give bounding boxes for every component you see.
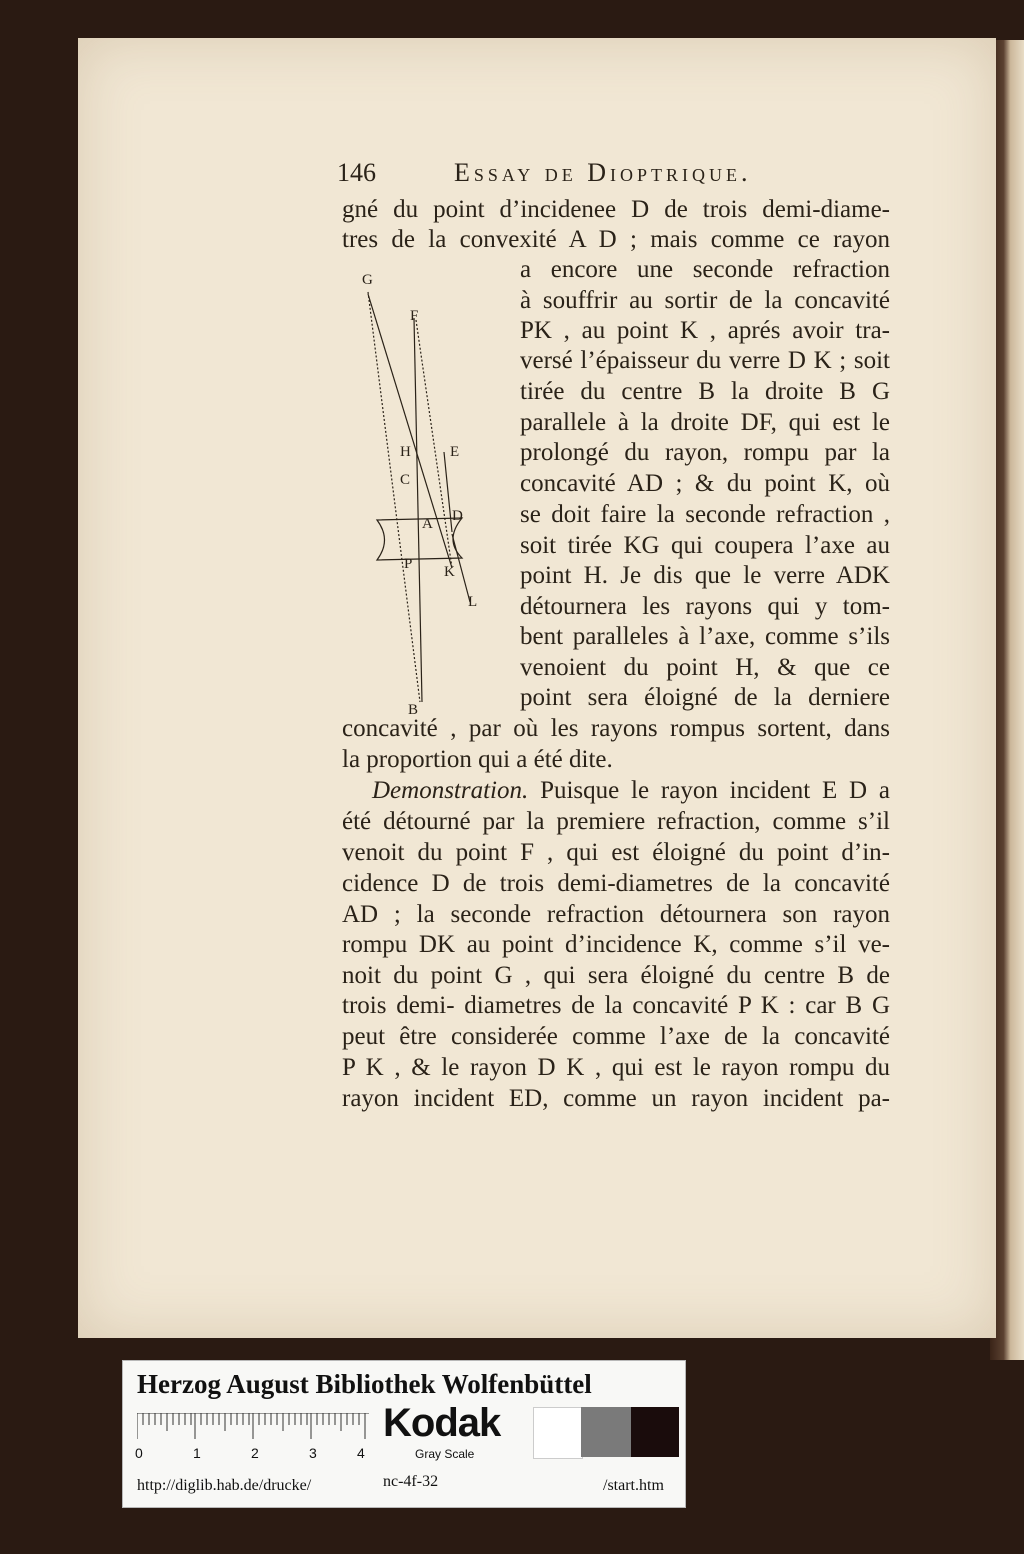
text-line: PK , au point K , aprés avoir tra- — [520, 317, 890, 344]
text-line: bent paralleles à l’axe, comme s’ils — [520, 623, 890, 650]
label-c: C — [400, 472, 411, 488]
gray-scale-swatches — [533, 1407, 679, 1457]
swatch-black — [631, 1407, 679, 1457]
label-p: P — [404, 556, 413, 572]
text-line: détournera les rayons qui y tom- — [520, 593, 890, 620]
text-line: soit tirée KG qui coupera l’axe au — [520, 532, 890, 559]
text-line: noit du point G , qui sera éloigné du centre B de — [342, 962, 890, 989]
shelfmark: nc-4f-32 — [383, 1473, 439, 1490]
ray-line-ed — [444, 452, 452, 532]
page-number: 146 — [337, 158, 376, 187]
text-line: la proportion qui a été dite. — [342, 746, 613, 773]
label-h: H — [400, 444, 411, 460]
text-line-rest: Puisque le rayon incident E D a — [540, 777, 891, 804]
running-title: Essay de Dioptrique. — [454, 158, 752, 187]
library-url: http://diglib.hab.de/drucke/ — [137, 1477, 312, 1494]
ruler-number: 3 — [309, 1445, 317, 1461]
text-line: a encore une seconde refraction — [520, 256, 890, 283]
text-line: versé l’épaisseur du verre D K ; soit — [520, 347, 890, 374]
label-a: A — [422, 516, 433, 532]
text-line: AD ; la seconde refraction détournera son rayon — [342, 901, 890, 928]
label-k: K — [444, 564, 455, 580]
text-line: à souffrir au sortir de la concavité — [520, 287, 890, 314]
gray-scale-label: Gray Scale — [415, 1447, 475, 1461]
text-line: été détourné par la premiere refraction, comme s’il — [342, 808, 890, 835]
text-line: rompu DK au point d’incidence K, comme s’il ve- — [342, 931, 890, 958]
text-line: cidence D de trois demi-diametres de la concavité — [342, 870, 890, 897]
text-line: point H. Je dis que le verre ADK — [520, 562, 890, 589]
label-g: G — [362, 272, 373, 288]
ruler-numbers — [135, 1445, 375, 1465]
label-b: B — [408, 702, 419, 718]
text-line — [372, 777, 890, 809]
text-line: trois demi- diametres de la concavité P K : car B G — [342, 992, 890, 1019]
text-line: point sera éloigné de la derniere — [520, 684, 890, 711]
label-e: E — [450, 444, 460, 460]
lens-diagram — [352, 262, 502, 722]
library-title: Herzog August Bibliothek Wolfenbüttel — [137, 1369, 592, 1399]
ray-line-fb — [414, 318, 422, 702]
label-d: D — [452, 508, 463, 524]
text-line: venoit du point F , qui est éloigné du point d’in- — [342, 839, 890, 866]
start-path: /start.htm — [603, 1477, 664, 1494]
ruler-scale — [137, 1413, 369, 1439]
text-line: tirée du centre B la droite B G — [520, 378, 890, 405]
text-line: prolongé du rayon, rompu par la — [520, 439, 890, 466]
label-l: L — [468, 594, 478, 610]
text-line: P K , & le rayon D K , qui est le rayon rompu du — [342, 1054, 890, 1081]
text-line: parallele à la droite DF, qui est le — [520, 409, 890, 436]
text-line: tres de la convexité A D ; mais comme ce rayon — [342, 226, 890, 253]
text-line: gné du point d’incidenee D de trois demi-diame- — [342, 196, 890, 223]
text-line: rayon incident ED, comme un rayon incident pa- — [342, 1085, 890, 1112]
label-f: F — [410, 308, 419, 324]
text-line: concavité , par où les rayons rompus sortent, dans — [342, 715, 890, 742]
text-line: venoient du point H, & que ce — [520, 654, 890, 681]
ray-line-gk — [368, 294, 452, 568]
swatch-gray — [581, 1407, 631, 1457]
ruler-number: 2 — [251, 1445, 259, 1461]
text-line: se doit faire la seconde refraction , — [520, 501, 890, 528]
axis-line-gb — [368, 292, 420, 702]
text-line: concavité AD ; & du point K, où — [520, 470, 890, 497]
text-line: peut être considerée comme l’axe de la concavité — [342, 1023, 890, 1050]
library-color-target — [122, 1360, 686, 1508]
ruler-number: 0 — [135, 1445, 143, 1461]
demonstration-label: Demonstration. — [372, 777, 529, 804]
kodak-brand: Kodak — [383, 1401, 501, 1445]
ruler-number: 1 — [193, 1445, 201, 1461]
swatch-white — [533, 1407, 583, 1459]
ruler-number: 4 — [357, 1445, 365, 1461]
page-header — [337, 158, 897, 192]
